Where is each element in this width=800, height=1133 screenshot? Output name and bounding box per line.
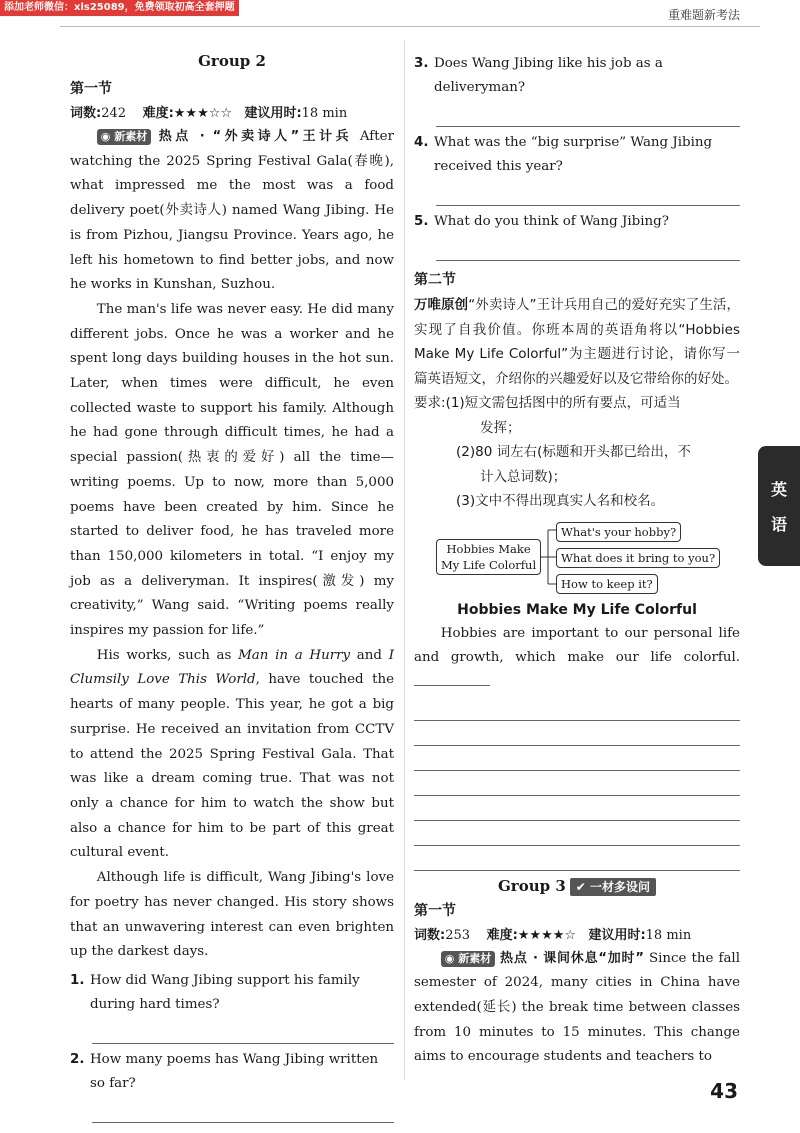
reading-meta-3: 词数:253 难度:★★★★☆ 建议用时:18 min xyxy=(414,927,692,943)
time-label: 建议用时: xyxy=(244,106,302,121)
question-5: 5. What do you think of Wang Jibing? xyxy=(414,214,669,229)
mind-map-branch-1: What's your hobby? xyxy=(556,522,681,542)
word-count: 242 xyxy=(101,106,127,121)
reading-meta xyxy=(70,102,394,121)
original-badge: 万唯原创 xyxy=(414,297,469,313)
requirement-1-cont: 发挥； xyxy=(480,419,521,436)
passage-3-paragraph-1: ◉ 新素材 热点 · 课间休息“加时” Since the fall semester of 2024, many cities in China have extended(延长) the break time between classes from 10 minutes to 15 minutes. This change aims to encourage students and teachers to xyxy=(414,950,740,1065)
page-number: 43 xyxy=(710,1079,738,1103)
words-label: 词数: xyxy=(70,106,102,121)
mind-map-center: Hobbies Make My Life Colorful xyxy=(436,539,541,575)
passage-paragraph-1: ◉ 新素材 热点 · “外卖诗人”王计兵 After watching the 2025 Spring Festival Gala(春晚), what impressed me the most was a food delivery poet(外卖诗人) named Wang Jibing. He is from Pizhou, Jiangsu Province. Years ago, he left his hometown to find better jobs, and now he works in Kunshan, Suzhou. xyxy=(70,129,394,293)
question-4: 4. What was the “big surprise” Wang Jibing received this year? xyxy=(414,135,713,174)
left-column xyxy=(70,52,394,1127)
subject-side-tab: 英 语 xyxy=(758,446,800,566)
section-2-heading: 第二节 xyxy=(414,272,456,288)
essay-title: Hobbies Make My Life Colorful xyxy=(457,601,697,618)
question-3: 3. Does Wang Jibing like his job as a deliveryman? xyxy=(414,56,663,95)
requirement-1: 要求:(1)短文需包括图中的所有要点，可适当 xyxy=(414,395,681,411)
group-3-title: Group 3 ✔ 一材多设问 xyxy=(414,877,740,896)
answer-line-4[interactable] xyxy=(436,179,740,206)
difficulty-label: 难度: xyxy=(142,106,174,121)
passage-paragraph-3: His works, such as Man in a Hurry and I Clumsily Love This World, have touched the hearts of many people. This year, he got a big surprise. He received an invitation from CCTV to attend the 2025 Spring Festival Gala. That was like a dream coming true. That was not only a chance for him to watch the show but also a chance for him to be part of this great cultural event. xyxy=(70,647,394,861)
group-2-title: Group 2 xyxy=(198,52,266,70)
passage-paragraph-4: Although life is difficult, Wang Jibing's love for poetry has never changed. His story shows that an unwavering interest can even brighten up the darkest days. xyxy=(70,870,394,960)
essay-opening: Hobbies are important to our personal life and growth, which make our life colorful. xyxy=(414,622,740,696)
column-divider xyxy=(404,40,405,1080)
hot-topic-label-3: 热点 · 课间休息“加时” xyxy=(499,950,644,966)
requirement-2: (2)80 词左右(标题和开头都已给出，不 xyxy=(456,444,691,460)
hot-topic-label: 热点 · “外卖诗人”王计兵 xyxy=(155,129,353,144)
answer-line-5[interactable] xyxy=(436,234,740,261)
header-title: 重难题新考法 xyxy=(667,8,740,22)
work-title-1: Man in a Hurry xyxy=(238,647,351,663)
group-3-tag: ✔ 一材多设问 xyxy=(570,878,656,896)
mind-map-branch-3: How to keep it? xyxy=(556,574,658,594)
section-3-heading: 第一节 xyxy=(414,902,456,919)
suggested-time: 18 min xyxy=(301,106,348,121)
watermark-banner: 添加老师微信：xls25089，免费领取初高全套押题 xyxy=(0,0,239,16)
requirement-3: (3)文中不得出现真实人名和校名。 xyxy=(456,493,665,509)
writing-task: 万唯原创“外卖诗人”王计兵用自己的爱好充实了生活，实现了自我价值。你班本周的英语角将以“Hobbies Make My Life Colorful”为主题进行讨论，请你写一篇英语短文，介绍你的兴趣爱好以及它带给你的好处。 xyxy=(414,297,740,387)
right-column xyxy=(414,52,740,1070)
answer-line-2[interactable] xyxy=(92,1096,394,1123)
question-1: 1. How did Wang Jibing support his family during hard times? xyxy=(70,972,360,1012)
answer-line-1[interactable] xyxy=(92,1017,394,1044)
difficulty-stars: ★★★☆☆ xyxy=(173,106,233,121)
section-1-heading: 第一节 xyxy=(70,81,112,97)
new-material-badge-3: ◉ 新素材 xyxy=(441,951,495,967)
passage-paragraph-2: The man's life was never easy. He did many different jobs. Once he was a worker and he spent long days building houses in the hot sun. Later, when times were difficult, he even collected waste to support his family. Although he had gone through difficult times, he had a special passion(热衷的爱好) all the time—writing poems. Up to now, more than 5,000 poems have been created by him. Since he started to deliver food, he has traveled more than 150,000 kilometers in total. “I enjoy my job as a deliveryman. It inspires(激发) my creativity,” Wang said. “Writing poems really inspires my passion for life.” xyxy=(70,301,394,639)
work-title-2: I Clumsily Love This World xyxy=(70,647,394,688)
mind-map xyxy=(414,522,740,592)
question-2: 2. How many poems has Wang Jibing written so far? xyxy=(70,1051,379,1091)
writing-area[interactable] xyxy=(414,696,740,871)
requirement-2-cont: 计入总词数)； xyxy=(480,468,567,485)
answer-line-3[interactable] xyxy=(436,100,740,127)
new-material-badge: ◉ 新素材 xyxy=(97,129,151,145)
header-rule xyxy=(60,26,760,27)
mind-map-branch-2: What does it bring to you? xyxy=(556,548,720,568)
